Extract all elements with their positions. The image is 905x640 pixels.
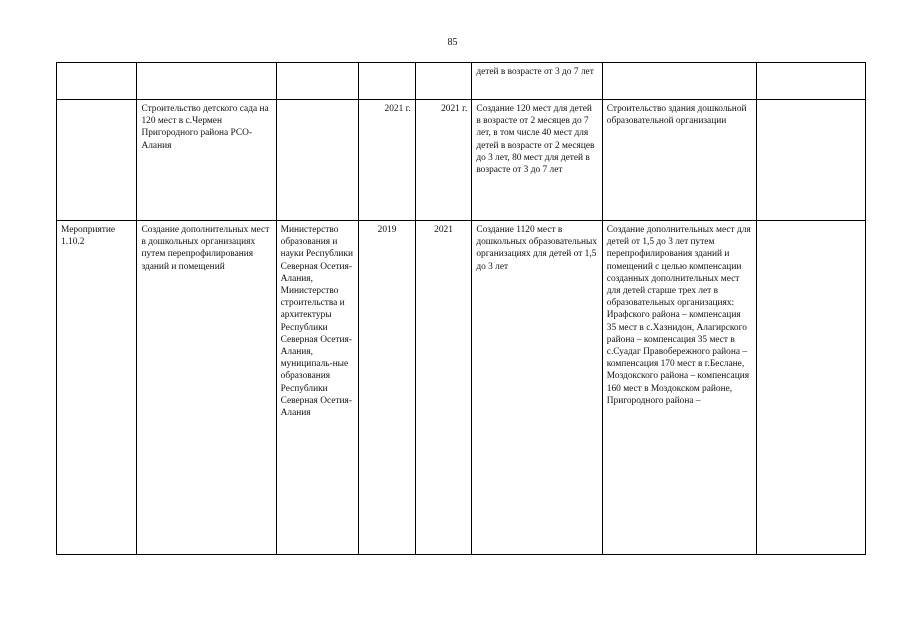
cell-end	[415, 63, 472, 100]
cell-result: детей в возрасте от 3 до 7 лет	[472, 63, 602, 100]
cell-start	[359, 63, 416, 100]
cell-end: 2021 г.	[415, 100, 472, 221]
cell-end: 2021	[415, 221, 472, 555]
cell-measure	[57, 100, 137, 221]
cell-description: Создание дополнительных мест для детей от 1,5 до 3 лет путем перепрофилирования зданий и помещений с целью компенсации созданных дополнительных мест для детей старше трех лет в образовательных организациях: Ирафского района – компенсация 35 мест в с.Хазнидон, Алагирского района – компенсация 35 мест в с.Суадаг Правобережного района – компенсация 170 мест в г.Беслане, Моздокского района – компенсация 160 мест в Моздокском районе, Пригородного района –	[602, 221, 756, 555]
cell-measure: Мероприятие 1.10.2	[57, 221, 137, 555]
cell-start: 2019	[359, 221, 416, 555]
table-row	[57, 100, 866, 221]
cell-description: Строительство здания дошкольной образовательной организации	[602, 100, 756, 221]
cell-executor	[276, 63, 359, 100]
table-row	[57, 63, 866, 100]
cell-description	[602, 63, 756, 100]
cell-result: Создание 120 мест для детей в возрасте от 2 месяцев до 7 лет, в том числе 40 мест для детей в возрасте от 2 месяцев до 3 лет, 80 мест для детей в возрасте от 3 до 7 лет	[472, 100, 602, 221]
page-number: 85	[447, 37, 458, 48]
table-row	[57, 221, 866, 555]
cell-extra	[757, 63, 866, 100]
cell-executor: Министерство образования и науки Республики Северная Осетия-Алания, Министерство строительства и архитектуры Республики Северная Осетия-Алания, муниципаль-ные образования Республики Северная Осетия-Алания	[276, 221, 359, 555]
cell-result: Создание 1120 мест в дошкольных образовательных организациях для детей от 1,5 до 3 лет	[472, 221, 602, 555]
cell-extra	[757, 100, 866, 221]
cell-start: 2021 г.	[359, 100, 416, 221]
cell-executor	[276, 100, 359, 221]
cell-extra	[757, 221, 866, 555]
measures-table	[56, 62, 866, 555]
cell-measure	[57, 63, 137, 100]
cell-name: Строительство детского сада на 120 мест в с.Чермен Пригородного района РСО-Алания	[137, 100, 276, 221]
cell-name	[137, 63, 276, 100]
cell-name: Создание дополнительных мест в дошкольных организациях путем перепрофилирования зданий и помещений	[137, 221, 276, 555]
